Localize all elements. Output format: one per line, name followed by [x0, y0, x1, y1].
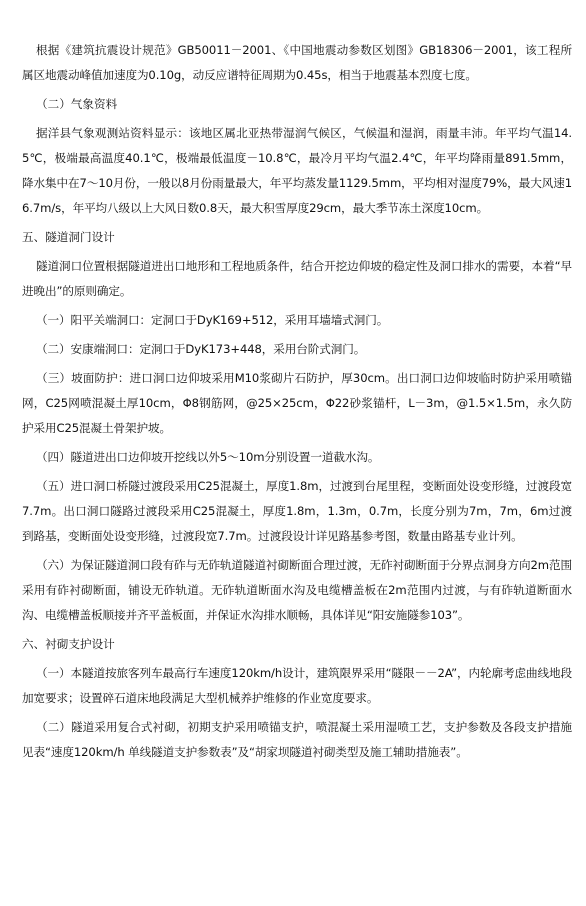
paragraph-climate: 据洋县气象观测站资料显示：该地区属北亚热带湿润气候区，气候温和湿润，雨量丰沛。年平均气温14.5℃，极端最高温度40.1℃，极端最低温度－10.8℃，最冷月平均气温2.4℃，年平均降雨量891.5mm，降水集中在7～10月份，一般以8月份雨量最大，年平均蒸发量1129.5mm，平均相对湿度79%，最大风速16.7m/s，年平均八级以上大风日数0.8天，最大积雪厚度29cm，最大季节冻土深度10cm。 — [22, 126, 572, 215]
paragraph-slope-protection: （三）坡面防护：进口洞口边仰坡采用M10浆砌片石防护，厚30cm。出口洞口边仰坡临时防护采用喷锚网，C25网喷混凝土厚10cm，Φ8钢筋网，@25×25cm，Φ22砂浆锚杆，L－3m，@1.5×1.5m，永久防护采用C25混凝土骨架护坡。 — [22, 371, 572, 435]
paragraph-intercepting-ditch: （四）隧道进出口边仰坡开挖线以外5～10m分别设置一道截水沟。 — [36, 450, 380, 464]
paragraph-design-speed: （一）本隧道按旅客列车最高行车速度120km/h设计，建筑限界采用“隧限－－2A”，内轮廓考虑曲线地段加宽要求；设置碎石道床地段满足大型机械养护维修的作业宽度要求。 — [22, 666, 572, 705]
section-heading-portal-design: 五、隧道洞门设计 — [22, 230, 115, 244]
paragraph-seismic: 根据《建筑抗震设计规范》GB50011－2001、《中国地震动参数区划图》GB18306－2001，该工程所属区地震动峰值加速度为0.10g，动反应谱特征周期为0.45s，相当于地震基本烈度七度。 — [22, 43, 572, 82]
paragraph-ballast-transition: （六）为保证隧道洞口段有砟与无砟轨道隧道衬砌断面合理过渡，无砟衬砌断面于分界点洞身方向2m范围采用有砟衬砌断面，铺设无砟轨道。无砟轨道断面水沟及电缆槽盖板在2m范围内过渡，与有砟轨道断面水沟、电缆槽盖板顺接并齐平盖板面，并保证水沟排水顺畅，具体详见“阳安施隧参103”。 — [22, 558, 572, 622]
paragraph-portal-location: 隧道洞口位置根据隧道进出口地形和工程地质条件，结合开挖边仰坡的稳定性及洞口排水的需要，本着“早进晚出”的原则确定。 — [22, 259, 572, 298]
section-heading-lining-support: 六、衬砌支护设计 — [22, 637, 115, 651]
paragraph-ankang-portal: （二）安康端洞口：定洞口于DyK173+448，采用台阶式洞门。 — [36, 342, 366, 356]
paragraph-composite-lining: （二）隧道采用复合式衬砌，初期支护采用喷锚支护，喷混凝土采用湿喷工艺，支护参数及各段支护措施见表“速度120km/h 单线隧道支护参数表”及“胡家坝隧道衬砌类型及施工辅助措施表”。 — [22, 720, 572, 759]
paragraph-transition-section: （五）进口洞口桥隧过渡段采用C25混凝土，厚度1.8m，过渡到台尾里程，变断面处设变形缝，过渡段宽7.7m。出口洞口隧路过渡段采用C25混凝土，厚度1.8m，1.3m，0.7m，长度分别为7m，7m，6m过渡到路基，变断面处设变形缝，过渡段宽7.7m。过渡段设计详见路基参考图，数量由路基专业计列。 — [22, 479, 572, 543]
paragraph-yangpingguan-portal: （一）阳平关端洞口：定洞口于DyK169+512，采用耳墙墙式洞门。 — [36, 313, 389, 327]
section-heading-climate: （二）气象资料 — [36, 97, 118, 111]
